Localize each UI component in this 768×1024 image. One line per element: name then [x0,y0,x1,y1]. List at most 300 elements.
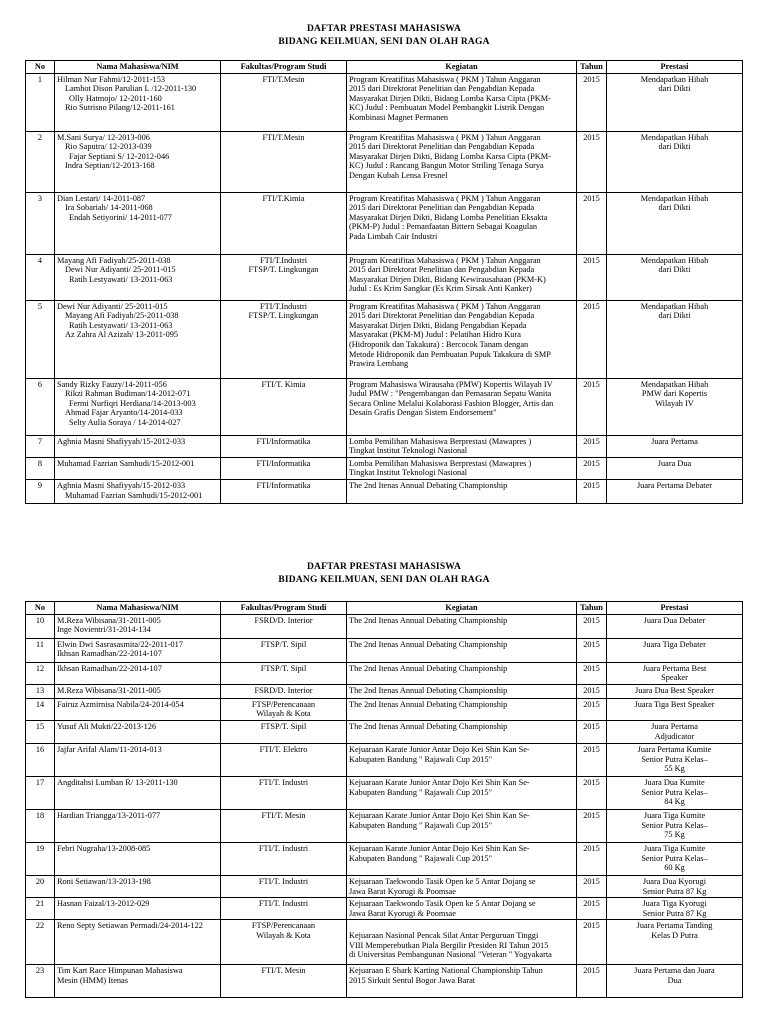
table-row [26,614,743,638]
row-number-cell [26,300,55,378]
activity-description-line: (PKM-P) Judul : Pemanfaatan Bittern Sebagai Koagulan [349,222,538,232]
student-names-line: Rio Sutrisno Pilang/12-2011-161 [65,103,175,113]
activity-description-line: The 2nd Itenas Annual Debating Championship [349,663,508,673]
faculty-program-cell [221,720,347,743]
row-number-cell [26,965,55,998]
year-line: 2015 [583,876,600,886]
activity-description-cell [347,638,577,662]
row-number-line: 18 [35,810,45,820]
table-row [26,720,743,743]
student-names-cell [55,809,221,842]
table-row [26,457,743,479]
student-names-line: Fairuz Azmirnisa Nabila/24-2014-054 [57,699,184,709]
student-names-cell [55,898,221,920]
faculty-program-cell [221,776,347,809]
faculty-program-line: FTI/Informatika [256,480,311,490]
activity-description-line: Kabupaten Bandung " Rajawali Cup 2015" [349,754,492,764]
faculty-program-cell [221,254,347,300]
column-header-no: No [26,602,55,615]
row-number-line: 17 [35,777,45,787]
table-row [26,300,743,378]
student-names-line: Rikzi Rahman Budiman/14-2012-071 [65,389,191,399]
faculty-program-cell [221,638,347,662]
student-names-cell [55,662,221,684]
activity-description-cell [347,720,577,743]
faculty-program-line: FSRD/D. Interior [254,615,313,625]
table-row [26,73,743,131]
achievement-table-2 [25,601,743,998]
column-header-faculty: Fakultas/Program Studi [221,602,347,615]
page-subtitle-2: BIDANG KEILMUAN, SENI DAN OLAH RAGA [278,575,490,585]
faculty-program-cell [221,300,347,378]
student-names-line: Mayang Afi Fadiyah/25-2011-038 [57,255,171,265]
year-line: 2015 [583,966,600,976]
year-cell [577,920,607,965]
activity-description-line: Lomba Pemilihan Mahasiswa Berprestasi (Mawapres ) [349,458,532,468]
activity-description-cell [347,684,577,698]
table-row [26,638,743,662]
year-line: 2015 [583,255,600,265]
table-row [26,875,743,897]
faculty-program-cell [221,378,347,435]
activity-description-line: Masyarakat (PKM-M) Judul : Pelatihan Hidro Kura [349,330,521,340]
faculty-program-line: FTI/T.Industri [259,255,308,265]
achievement-line: Mendapatkan Hibah [640,132,709,142]
student-names-cell [55,614,221,638]
achievement-cell [607,809,743,842]
faculty-program-cell [221,457,347,479]
faculty-program-cell [221,614,347,638]
activity-description-cell [347,776,577,809]
faculty-program-line: FTI/T. Industri [258,899,309,909]
achievement-line: Mendapatkan Hibah [640,379,709,389]
row-number-cell [26,254,55,300]
year-cell [577,614,607,638]
faculty-program-line: FTSP/Perencanaan [251,699,316,709]
faculty-program-cell [221,898,347,920]
activity-description-cell [347,743,577,776]
activity-description-line: The 2nd Itenas Annual Debating Championship [349,480,508,490]
activity-description-line: KC) Judul : Pembuatan Model Pembangkit Listrik Dengan [349,103,545,113]
achievement-line: Juara Pertama [651,721,698,731]
year-cell [577,662,607,684]
activity-description-line: Metode Hidroponik dan Pembuatan Pupuk Takakura di SMP [349,349,551,359]
achievement-line: Juara Tiga Best Speaker [634,699,715,709]
table-row [26,684,743,698]
table-row [26,698,743,720]
faculty-program-cell [221,192,347,254]
student-names-line: Dewi Nur Adiyanti/ 25-2011-015 [57,301,168,311]
faculty-program-line: FTSP/T. Sipil [260,663,307,673]
activity-description-line: The 2nd Itenas Annual Debating Championship [349,615,508,625]
faculty-program-line: FTI/T. Industri [258,876,309,886]
row-number-cell [26,698,55,720]
student-names-line: Ira Sobariah/ 14-2011-068 [65,203,153,213]
activity-description-cell [347,73,577,131]
year-line: 2015 [583,721,600,731]
achievement-line: dari Dikti [658,142,691,152]
year-cell [577,300,607,378]
faculty-program-line: FTSP/T. Sipil [260,721,307,731]
row-number-cell [26,842,55,875]
row-number-line: 12 [35,663,45,673]
year-cell [577,720,607,743]
achievement-cell [607,965,743,998]
faculty-program-cell [221,698,347,720]
student-names-cell [55,479,221,503]
faculty-program-line: FTSP/T. Lingkungan [248,311,319,321]
year-cell [577,809,607,842]
year-line: 2015 [583,921,600,931]
achievement-line: Senior Putra 87 Kg [642,886,707,896]
row-number-line: 16 [35,744,45,754]
activity-description-line: KC) Judul : Rancang Bangun Motor Striling Tenaga Surya [349,161,544,171]
activity-description-cell [347,479,577,503]
row-number-line: 4 [37,255,43,265]
achievement-cell [607,378,743,435]
student-names-line: Febri Nugraha/13-2008-085 [57,843,151,853]
student-names-line: Roni Setiawan/13-2013-198 [57,876,151,886]
achievement-cell [607,720,743,743]
student-names-line: Hardian Triangga/13-2011-077 [57,810,161,820]
achievement-line: PMW dari Kopertis [641,389,708,399]
column-header-activity: Kegiatan [347,602,577,615]
row-number-line: 15 [35,721,45,731]
achievement-cell [607,254,743,300]
year-line: 2015 [583,744,600,754]
table-row [26,743,743,776]
row-number-cell [26,457,55,479]
row-number-cell [26,720,55,743]
activity-description-line: Tingkat Institut Teknologi Nasional [349,468,468,478]
activity-description-line: Jawa Barat Kyorugi & Poomsae [349,908,456,918]
year-cell [577,131,607,192]
faculty-program-line: FTI/T.Industri [259,301,308,311]
activity-description-line: 2015 dari Direktorat Penelitian dan Pengabdian Kepada [349,265,535,275]
activity-description-line: Secara Online Melalui Kolaborasi Fashion Blogger, Artis dan [349,398,554,408]
achievement-cell [607,614,743,638]
activity-description-line: Kejuaraan Karate Junior Antar Dojo Kei Shin Kan Se- [349,843,530,853]
activity-description-line: Masyarakat Dirjen Dikti, Bidang Pengabdian Kepada [349,320,527,330]
faculty-program-line: FTI/T.Mesin [262,74,305,84]
student-names-line: Mayang Afi Fadiyah/25-2011-038 [65,311,179,321]
achievement-table-1 [25,60,743,504]
activity-description-line: The 2nd Itenas Annual Debating Championship [349,699,508,709]
student-names-cell [55,435,221,457]
year-line: 2015 [583,132,600,142]
row-number-line: 14 [35,699,45,709]
activity-description-cell [347,698,577,720]
student-names-cell [55,875,221,897]
student-names-cell [55,192,221,254]
column-header-activity: Kegiatan [347,61,577,74]
activity-description-line: 2015 Sirkuit Sentul Bogor Jawa Barat [349,975,476,985]
student-names-line: Mesin (HMM) Itenas [57,975,128,985]
student-names-cell [55,300,221,378]
achievement-line: Mendapatkan Hibah [640,301,709,311]
activity-description-line: Kejuaraan E Shark Karting National Championship Tahun [349,966,543,976]
year-line: 2015 [583,193,600,203]
row-number-cell [26,809,55,842]
student-names-cell [55,965,221,998]
faculty-program-cell [221,73,347,131]
table-row [26,965,743,998]
faculty-program-line: FTSP/T. Sipil [260,639,307,649]
table-row [26,254,743,300]
year-cell [577,73,607,131]
student-names-cell [55,743,221,776]
row-number-line: 3 [37,193,43,203]
activity-description-line: Judul : Es Krim Sangkar (Es Krim Sirsak Anti Kanker) [349,284,532,294]
achievement-line: Juara Dua Best Speaker [634,685,715,695]
activity-description-line: Kabupaten Bandung " Rajawali Cup 2015" [349,820,492,830]
achievement-line: Juara Dua [657,458,692,468]
student-names-line: Reno Septy Setiawan Permadi/24-2014-122 [57,921,203,931]
achievement-line: Senior Putra Kelas– [641,787,708,797]
faculty-program-cell [221,684,347,698]
activity-description-cell [347,809,577,842]
row-number-line: 23 [35,966,45,976]
achievement-cell [607,192,743,254]
faculty-program-cell [221,965,347,998]
faculty-program-cell [221,435,347,457]
faculty-program-line: FSRD/D. Interior [254,685,313,695]
activity-description-line: Judul PMW : "Pengembangan dan Pemasaran Sepatu Wanita [349,389,552,399]
achievement-line: dari Dikti [658,311,691,321]
faculty-program-cell [221,662,347,684]
year-cell [577,479,607,503]
student-names-line: Fermi Nurfiqri Herdiana/14-2013-003 [69,398,196,408]
row-number-line: 5 [37,301,43,311]
activity-description-line: The 2nd Itenas Annual Debating Championship [349,721,508,731]
achievement-line: Kelas D Putra [651,930,698,940]
activity-description-line: Kejuaraan Karate Junior Antar Dojo Kei Shin Kan Se- [349,777,530,787]
student-names-line: Aghnia Masni Shafiyyah/15-2012-033 [57,436,186,446]
faculty-program-line: FTI/T.Mesin [262,132,305,142]
achievement-cell [607,684,743,698]
faculty-program-cell [221,131,347,192]
student-names-line: Yusuf Ali Mukti/22-2013-126 [57,721,157,731]
page-title-1: DAFTAR PRESTASI MAHASISWA [306,24,462,34]
achievement-line: Mendapatkan Hibah [640,255,709,265]
row-number-cell [26,662,55,684]
row-number-cell [26,684,55,698]
achievement-cell [607,638,743,662]
row-number-cell [26,73,55,131]
achievement-cell [607,743,743,776]
activity-description-line: 2015 dari Direktorat Penelitian dan Pengabdian Kepada [349,203,535,213]
column-header-year: Tahun [577,602,607,615]
achievement-cell [607,875,743,897]
activity-description-cell [347,378,577,435]
year-line: 2015 [583,777,600,787]
row-number-line: 8 [37,458,43,468]
column-header-no: No [26,61,55,74]
activity-description-line: Kejuaraan Nasional Pencak Silat Antar Perguruan Tinggi [349,930,539,940]
student-names-line: Rio Saputra/ 12-2013-039 [65,142,152,152]
student-names-cell [55,73,221,131]
activity-description-line: The 2nd Itenas Annual Debating Championship [349,639,508,649]
table-row [26,842,743,875]
student-names-cell [55,254,221,300]
student-names-cell [55,842,221,875]
activity-description-cell [347,662,577,684]
faculty-program-line: FTI/Informatika [256,436,311,446]
student-names-line: Aghnia Masni Shafiyyah/15-2012-033 [57,480,186,490]
activity-description-line: Program Kreatifitas Mahasiswa ( PKM ) Tahun Anggaran [349,193,541,203]
faculty-program-line: FTI/T. Industri [258,777,309,787]
table-header-row [26,61,743,74]
activity-description-line: (Hidroponik dan Takakura) : Bercocok Tanam dengan [349,339,529,349]
achievement-line: Juara Dua Kyorugi [642,876,707,886]
student-names-line: Hilman Nur Fahmi/12-2011-153 [57,74,166,84]
table-row [26,192,743,254]
row-number-line: 13 [35,685,45,695]
student-names-line: Ikhsan Ramadhan/22-2014-107 [57,649,162,659]
year-cell [577,898,607,920]
achievement-line: 55 Kg [664,764,685,774]
activity-description-cell [347,300,577,378]
faculty-program-line: FTI/T. Industri [258,843,309,853]
achievement-cell [607,662,743,684]
column-header-name: Nama Mahasiswa/NIM [55,61,221,74]
year-cell [577,965,607,998]
activity-description-line: Program Kreatifitas Mahasiswa ( PKM ) Tahun Anggaran [349,74,541,84]
activity-description-line: VIII Memperebutkan Piala Bergilir Presiden RI Tahun 2015 [349,940,549,950]
student-names-line: Angditahsi Lumban R/ 13-2011-130 [57,777,178,787]
student-names-line: Ikhsan Ramadhan/22-2014-107 [57,663,162,673]
student-names-line: Fajar Septiani S/ 12-2012-046 [69,151,170,161]
achievement-cell [607,776,743,809]
student-names-line: Elwin Dwi Sasrasasmita/22-2011-017 [57,639,183,649]
achievement-line: Juara Pertama Kumite [637,744,712,754]
year-line: 2015 [583,639,600,649]
student-names-cell [55,720,221,743]
year-line: 2015 [583,843,600,853]
faculty-program-line: FTI/Informatika [256,458,311,468]
row-number-line: 9 [37,480,43,490]
page-title-2: DAFTAR PRESTASI MAHASISWA [306,562,462,572]
year-cell [577,743,607,776]
year-line: 2015 [583,663,600,673]
achievement-line: Juara Pertama Debater [636,480,713,490]
year-line: 2015 [583,899,600,909]
achievement-line: Speaker [661,673,688,683]
activity-description-line: Pada Limbah Cair Industri [349,231,438,241]
achievement-cell [607,479,743,503]
activity-description-line: Kejuaraan Taekwondo Tasik Open ke 5 Antar Dojang se [349,899,536,909]
year-line: 2015 [583,810,600,820]
year-line: 2015 [583,615,600,625]
student-names-line: Endah Setiyorini/ 14-2011-077 [69,212,172,222]
activity-description-cell [347,842,577,875]
achievement-line: Dua [667,975,682,985]
achievement-line: Juara Pertama Tanding [636,921,713,931]
table-row [26,898,743,920]
achievement-cell [607,131,743,192]
activity-description-line: Program Kreatifitas Mahasiswa ( PKM ) Tahun Anggaran [349,255,541,265]
row-number-line: 1 [37,74,43,84]
achievement-cell [607,920,743,965]
year-cell [577,684,607,698]
row-number-line: 10 [35,615,45,625]
row-number-line: 21 [35,899,45,909]
student-names-line: Muhamad Fazrian Samhudi/15-2012-001 [57,458,195,468]
activity-description-line: Masyarakat Dirjen Dikti, Bidang Lomba Penelitian Eksakta [349,212,548,222]
achievement-cell [607,435,743,457]
year-cell [577,192,607,254]
achievement-line: dari Dikti [658,265,691,275]
achievement-cell [607,300,743,378]
achievement-line: Juara Tiga Kyorugi [642,899,707,909]
student-names-line: Tim Kart Race Himpunan Mahasiswa [57,966,183,976]
achievement-cell [607,73,743,131]
faculty-program-cell [221,743,347,776]
achievement-line: Juara Tiga Kumite [643,843,706,853]
activity-description-line [349,921,574,931]
faculty-program-line: FTI/T. Elektro [259,744,308,754]
achievement-line: Juara Dua Kumite [644,777,705,787]
student-names-line: Inge Novientri/31-2014-134 [57,625,151,635]
achievement-line: Senior Putra Kelas– [641,754,708,764]
column-header-year: Tahun [577,61,607,74]
table-row [26,479,743,503]
row-number-cell [26,898,55,920]
table-header-row [26,602,743,615]
activity-description-line: Jawa Barat Kyorugi & Poomsae [349,886,456,896]
faculty-program-cell [221,920,347,965]
achievement-line: Juara Pertama dan Juara [634,966,715,976]
column-header-achievement: Prestasi [607,61,743,74]
row-number-cell [26,435,55,457]
activity-description-line: Kabupaten Bandung " Rajawali Cup 2015" [349,853,492,863]
student-names-cell [55,698,221,720]
achievement-line: dari Dikti [658,84,691,94]
student-names-cell [55,457,221,479]
achievement-cell [607,698,743,720]
activity-description-cell [347,965,577,998]
activity-description-line: Masyarakat Dirjen Dikti, Bidang Lomba Karsa Cipta (PKM- [349,93,551,103]
row-number-cell [26,378,55,435]
year-cell [577,776,607,809]
row-number-cell [26,743,55,776]
row-number-line: 2 [37,132,43,142]
page-subtitle-1: BIDANG KEILMUAN, SENI DAN OLAH RAGA [278,37,490,47]
row-number-line: 20 [35,876,45,886]
student-names-line: Sandy Rizky Fauzy/14-2011-056 [57,379,167,389]
row-number-cell [26,131,55,192]
activity-description-cell [347,254,577,300]
year-cell [577,457,607,479]
year-cell [577,638,607,662]
year-line: 2015 [583,480,600,490]
student-names-line: Dian Lestari/ 14-2011-087 [57,193,146,203]
activity-description-line: Kejuaraan Karate Junior Antar Dojo Kei Shin Kan Se- [349,744,530,754]
faculty-program-cell [221,809,347,842]
activity-description-line: Kejuaraan Taekwondo Tasik Open ke 5 Antar Dojang se [349,876,536,886]
student-names-line: Selty Aulia Soraya / 14-2014-027 [69,417,181,427]
activity-description-cell [347,192,577,254]
student-names-cell [55,131,221,192]
activity-description-line: Program Kreatifitas Mahasiswa ( PKM ) Tahun Anggaran [349,132,541,142]
year-cell [577,378,607,435]
table-row [26,131,743,192]
faculty-program-line: FTI/T. Mesin [261,810,306,820]
row-number-cell [26,920,55,965]
achievement-line: Senior Putra Kelas– [641,853,708,863]
table-row [26,662,743,684]
achievement-line: Senior Putra 87 Kg [642,908,707,918]
